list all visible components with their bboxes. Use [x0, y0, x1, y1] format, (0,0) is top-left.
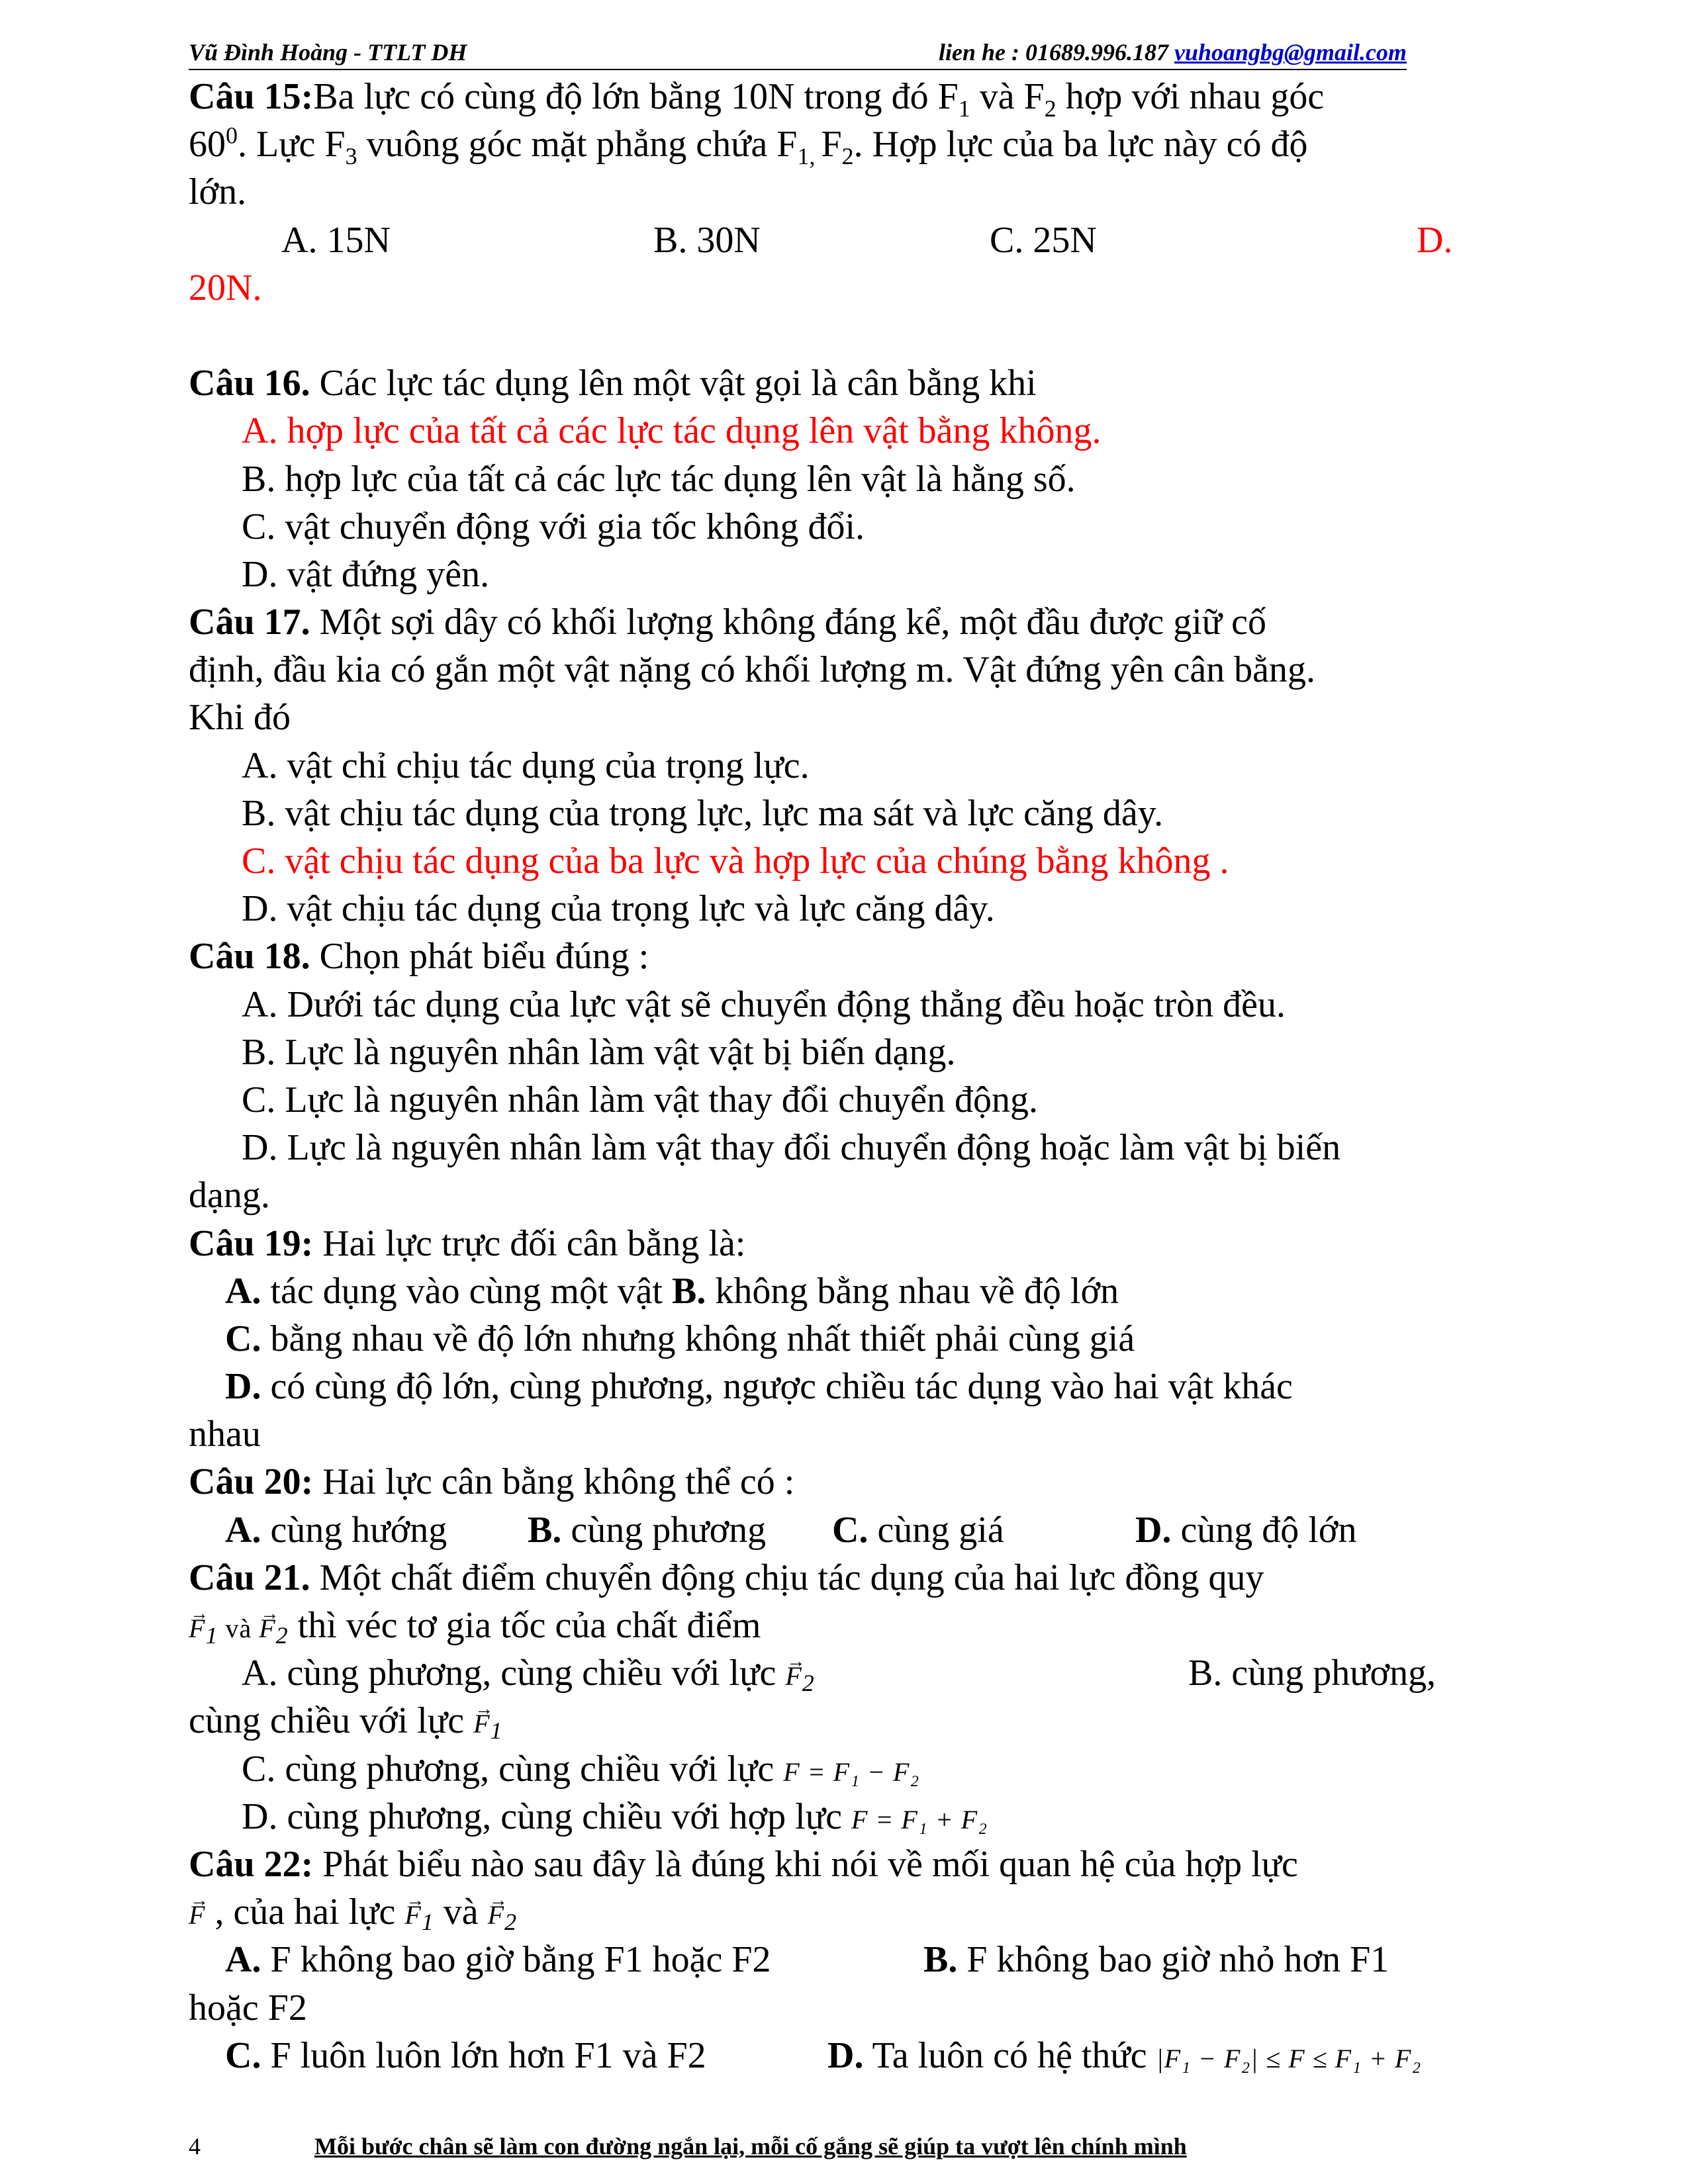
option-text: bằng nhau về độ lớn nhưng không nhất thiết phải cùng giá	[261, 1318, 1135, 1359]
option-label: A.	[225, 1939, 261, 1981]
question-15-label: Câu 15:	[189, 76, 314, 117]
page-header	[189, 34, 1407, 71]
vector-symbol: → F	[189, 1605, 205, 1653]
vector-symbol: → F	[473, 1700, 490, 1748]
question-21-option-b-line-2	[189, 1697, 1483, 1745]
question-15-options	[189, 216, 1483, 264]
question-20-stem	[189, 1458, 1483, 1506]
option-text: cùng hướng	[261, 1509, 447, 1551]
question-22-stem-line-1	[189, 1841, 1483, 1888]
question-21-label: Câu 21.	[189, 1557, 310, 1598]
question-15-option-b: B. 30N	[653, 219, 761, 261]
question-19-option-b: không bằng nhau về độ lớn	[706, 1270, 1119, 1312]
question-15-text: 60	[189, 124, 226, 165]
question-15-stem-line-1	[189, 73, 1483, 120]
option-label: C.	[225, 2034, 261, 2076]
subscript: 2	[504, 1909, 518, 1936]
option-label: C.	[225, 1318, 261, 1359]
subscript: 3	[345, 143, 357, 170]
question-19-option-d	[189, 1363, 1483, 1410]
question-15-text: F	[821, 124, 842, 165]
question-15-stem-line-2	[189, 120, 1483, 168]
question-15-option-c: C. 25N	[990, 219, 1097, 261]
vector-f1	[189, 1614, 218, 1649]
header-author: Vũ Đình Hoàng - TTLT DH	[189, 39, 467, 66]
superscript: 0	[226, 122, 238, 149]
question-16-stem	[189, 359, 1483, 407]
option-label: D.	[827, 2034, 864, 2076]
question-21-option-a: A. cùng phương, cùng chiều với lực	[242, 1653, 786, 1694]
option-label: D.	[225, 1366, 261, 1408]
question-20-option-c	[832, 1506, 1004, 1554]
footer-motto: Mỗi bước chân sẽ làm con đường ngắn lại, mỗi cố gắng sẽ giúp ta vượt lên chính mình	[314, 2133, 1187, 2160]
question-21-options-ab	[189, 1649, 1483, 1697]
question-20-label: Câu 20:	[189, 1461, 314, 1503]
question-16-option-a: A. hợp lực của tất cả các lực tác dụng lên vật bằng không.	[242, 410, 1102, 452]
conjunction: và	[218, 1614, 259, 1643]
subscript: 2	[841, 143, 854, 170]
vector-formula: F = F₁ + F₂	[851, 1804, 988, 1835]
question-19-stem	[189, 1220, 1483, 1267]
question-22-option-b-line-2: hoặc F2	[189, 1987, 307, 2028]
question-17-stem-line-1	[189, 598, 1483, 646]
question-17-option-d: D. vật chịu tác dụng của trọng lực và lực căng dây.	[242, 888, 995, 930]
header-contact-label: lien he : 01689.996.187	[939, 39, 1175, 66]
question-15-text: . Lực F	[238, 124, 346, 165]
header-contact	[939, 38, 1407, 66]
question-16-option-d: D. vật đứng yên.	[242, 553, 490, 595]
question-22-text: , của hai lực	[205, 1891, 405, 1933]
subscript: 1	[421, 1909, 434, 1936]
question-19-option-c	[189, 1315, 1483, 1363]
question-20-text: Hai lực cân bằng không thể có :	[313, 1461, 795, 1503]
question-22-options-cd	[189, 2032, 1483, 2079]
question-18-label: Câu 18.	[189, 936, 310, 978]
option-text: cùng phương	[561, 1509, 767, 1551]
option-label: A.	[225, 1509, 261, 1551]
question-22-label: Câu 22:	[189, 1843, 314, 1885]
question-22-options-ab	[189, 1936, 1483, 1983]
vector-symbol: → F	[259, 1605, 275, 1653]
option-label: B.	[671, 1270, 706, 1312]
question-15-text: . Hợp lực của ba lực này có độ	[853, 124, 1308, 165]
question-21-stem-line-1	[189, 1554, 1483, 1602]
subscript: 2	[275, 1622, 289, 1649]
option-text: Ta luôn có hệ thức	[863, 2034, 1156, 2076]
question-22-text: Phát biểu nào sau đây là đúng khi nói về mối quan hệ của hợp lực	[313, 1843, 1298, 1885]
question-15-option-d-value: 20N.	[189, 267, 262, 308]
question-20-option-d	[1135, 1506, 1356, 1554]
option-text: có cùng độ lớn, cùng phương, ngược chiều tác dụng vào hai vật khác	[261, 1366, 1293, 1408]
document-body	[189, 73, 1483, 2079]
inequality-formula: |F₁ − F₂| ≤ F ≤ F₁ + F₂	[1156, 2043, 1422, 2073]
vector-f1	[404, 1900, 434, 1936]
page-footer	[189, 2132, 1407, 2165]
question-22-option-b	[923, 1936, 1389, 1983]
question-15-stem-line-3: lớn.	[189, 171, 247, 213]
question-18-option-a: A. Dưới tác dụng của lực vật sẽ chuyển động thẳng đều hoặc tròn đều.	[242, 983, 1286, 1025]
question-22-option-d	[827, 2032, 1421, 2083]
subscript: 2	[802, 1670, 815, 1697]
spacer	[189, 312, 1483, 359]
option-text: cùng giá	[868, 1509, 1004, 1551]
question-16-text: Các lực tác dụng lên một vật gọi là cân bằng khi	[310, 363, 1037, 404]
option-label: B.	[923, 1939, 958, 1981]
question-17-text: Một sợi dây có khối lượng không đáng kể, một đầu được giữ cố	[310, 602, 1266, 643]
vector-f2	[785, 1661, 815, 1697]
question-19-option-d-line-2: nhau	[189, 1414, 261, 1455]
vector-symbol: → F	[785, 1653, 802, 1700]
question-15-text: vuông góc mặt phẳng chứa F	[357, 124, 798, 165]
question-16-option-b: B. hợp lực của tất cả các lực tác dụng lên vật là hằng số.	[242, 458, 1076, 500]
question-17-label: Câu 17.	[189, 602, 310, 643]
question-18-option-c: C. Lực là nguyên nhân làm vật thay đổi chuyển động.	[242, 1079, 1038, 1120]
option-text: cùng chiều với lực	[189, 1700, 474, 1742]
header-rule	[189, 69, 1407, 70]
subscript: 2	[1044, 95, 1056, 122]
question-15-option-d-label: D.	[1417, 219, 1453, 261]
question-17-option-c: C. vật chịu tác dụng của ba lực và hợp lực của chúng bằng không .	[242, 841, 1229, 882]
question-17-option-a: A. vật chỉ chịu tác dụng của trọng lực.	[242, 745, 810, 786]
question-18-option-d-line-1: D. Lực là nguyên nhân làm vật thay đổi chuyển động hoặc làm vật bị biến	[242, 1127, 1341, 1169]
question-22-option-a: F không bao giờ bằng F1 hoặc F2	[261, 1939, 771, 1981]
question-22-text: và	[434, 1891, 488, 1933]
question-15-text: hợp với nhau góc	[1056, 76, 1325, 117]
question-21-option-d	[189, 1793, 1483, 1841]
question-21-option-c	[189, 1745, 1483, 1793]
question-15-text: Ba lực có cùng độ lớn bằng 10N trong đó F	[313, 76, 959, 117]
question-20-option-b	[528, 1506, 766, 1554]
question-20-option-a	[225, 1506, 447, 1554]
vector-f2	[487, 1900, 518, 1936]
vector-f2	[259, 1614, 289, 1649]
question-22-option-c: F luôn luôn lớn hơn F1 và F2	[261, 2034, 706, 2076]
question-18-text: Chọn phát biểu đúng :	[310, 936, 649, 978]
option-text: D. cùng phương, cùng chiều với hợp lực	[242, 1796, 851, 1837]
question-17-stem-line-3: Khi đó	[189, 697, 291, 739]
question-16-option-c: C. vật chuyển động với gia tốc không đổi.	[242, 506, 865, 547]
vector-f1	[473, 1709, 503, 1745]
question-21-text: thì véc tơ gia tốc của chất điểm	[288, 1605, 761, 1646]
header-email-link[interactable]: vuhoangbg@gmail.com	[1174, 39, 1407, 66]
question-21-text: Một chất điểm chuyển động chịu tác dụng của hai lực đồng quy	[310, 1557, 1264, 1598]
question-15-option-a: A. 15N	[281, 219, 391, 261]
vector-symbol: → F	[488, 1891, 504, 1939]
question-18-stem	[189, 933, 1483, 980]
question-19-option-a: tác dụng vào cùng một vật	[261, 1270, 672, 1312]
option-text: F không bao giờ nhỏ hơn F1	[957, 1939, 1389, 1981]
option-text: cùng độ lớn	[1171, 1509, 1357, 1551]
question-19-text: Hai lực trực đối cân bằng là:	[313, 1222, 746, 1264]
option-label: C.	[832, 1509, 868, 1551]
question-21-stem-line-2	[189, 1602, 1483, 1649]
question-17-option-b: B. vật chịu tác dụng của trọng lực, lực ma sát và lực căng dây.	[242, 792, 1164, 834]
subscript: 1	[205, 1622, 218, 1649]
vector-formula: F = F₁ − F₂	[783, 1756, 920, 1787]
option-label: D.	[1135, 1509, 1172, 1551]
vector-f	[189, 1900, 205, 1930]
subscript: 1,	[797, 143, 821, 170]
question-19-options-ab	[189, 1267, 1483, 1315]
question-21-option-b: B. cùng phương,	[1188, 1653, 1436, 1694]
option-text: C. cùng phương, cùng chiều với lực	[242, 1748, 784, 1790]
vector-symbol: → F	[189, 1891, 205, 1939]
question-22-stem-line-2	[189, 1888, 1483, 1936]
option-label: A.	[225, 1270, 261, 1312]
option-label: B.	[528, 1509, 562, 1551]
page-number: 4	[189, 2133, 201, 2160]
question-18-option-b: B. Lực là nguyên nhân làm vật vật bị biến dạng.	[242, 1031, 956, 1073]
question-18-option-d-line-2: dạng.	[189, 1175, 270, 1216]
subscript: 1	[490, 1717, 503, 1745]
question-19-label: Câu 19:	[189, 1222, 314, 1264]
subscript: 1	[958, 95, 970, 122]
question-17-stem-line-2: định, đầu kia có gắn một vật nặng có khối lượng m. Vật đứng yên cân bằng.	[189, 649, 1316, 691]
question-16-label: Câu 16.	[189, 363, 310, 404]
question-15-text: và F	[970, 76, 1045, 117]
question-20-options	[189, 1506, 1483, 1554]
vector-symbol: → F	[404, 1891, 421, 1939]
